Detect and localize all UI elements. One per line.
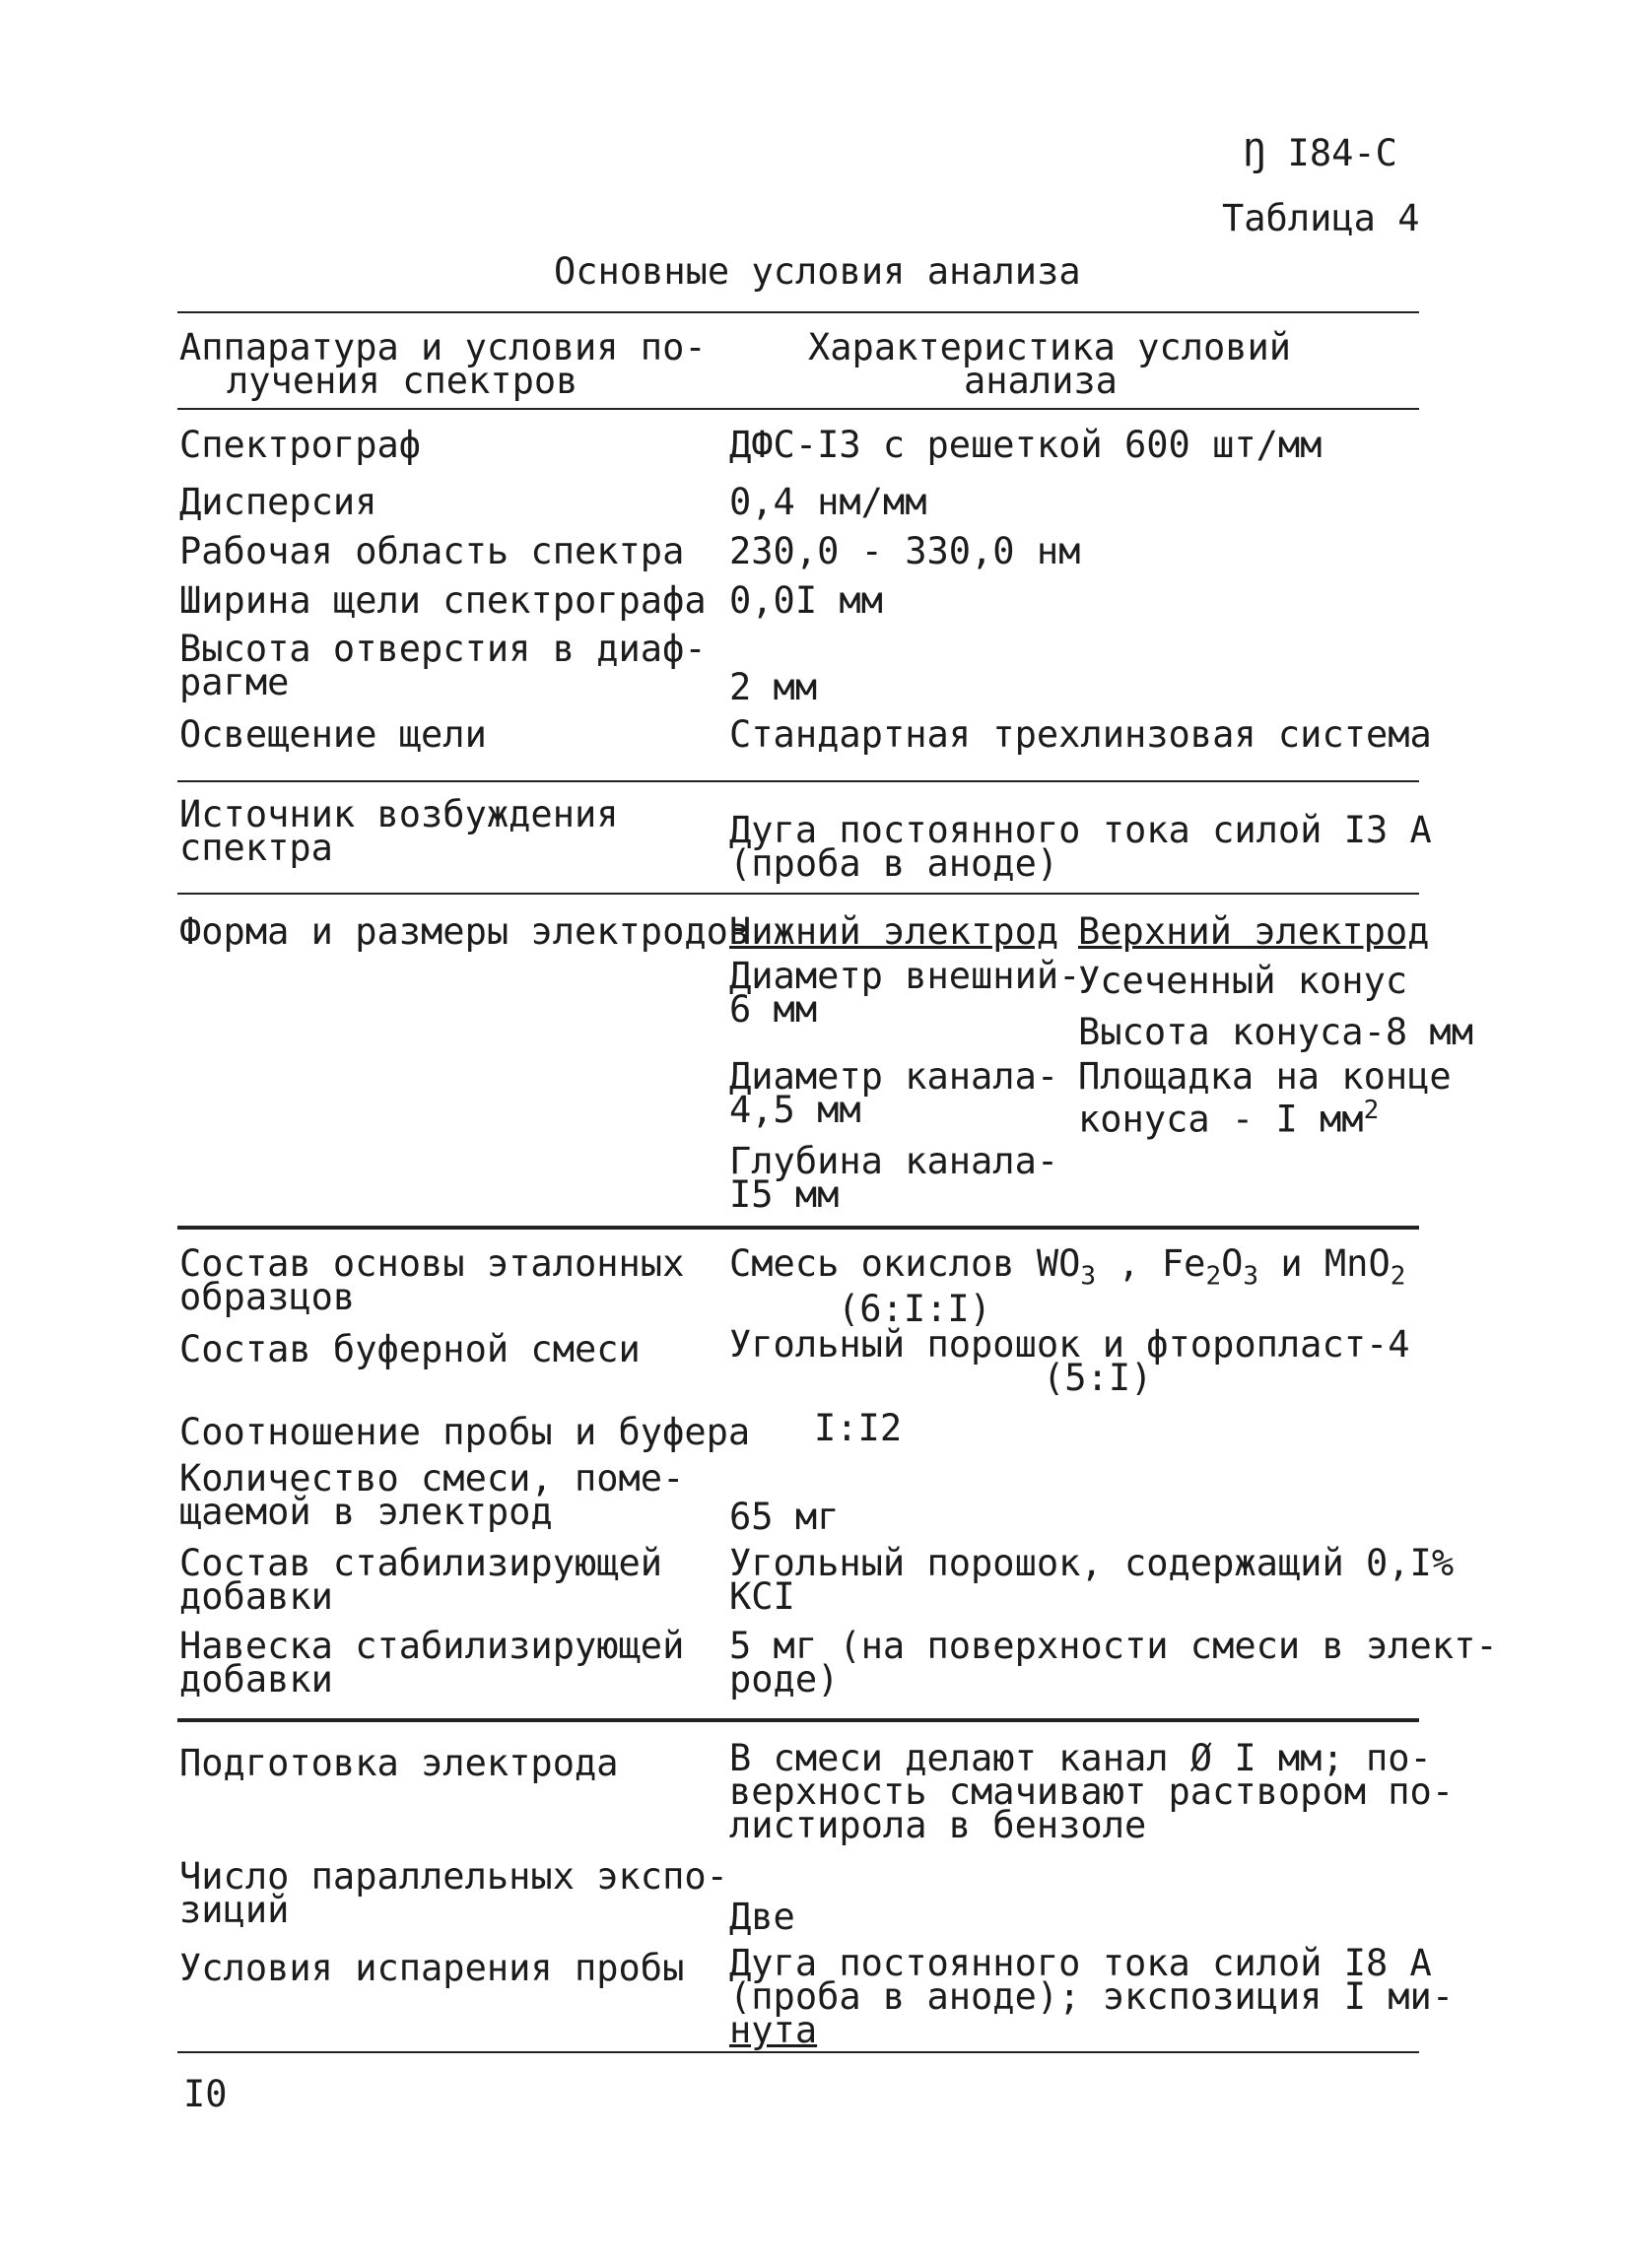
row-value-evaporation-conditions: Дуга постоянного тока силой I8 A (проба в аноде); экспозиция I ми- нута <box>729 1942 1455 2051</box>
upper-electrode-cone-height: Высота конуса-8 мм <box>1078 1011 1473 1053</box>
row-value-buffer-composition: Угольный порошок и фторопласт-4 (5:I) <box>729 1323 1410 1399</box>
row-label-electrode-shape: Форма и размеры электродов <box>179 910 751 953</box>
upper-electrode-tip-area: Площадка на конце конуса - I $мм^2$ <box>1078 1055 1452 1141</box>
row-label-stabilizer-weight: Навеска стабилизирующей добавки <box>179 1625 685 1701</box>
row-label-spectrograph: Спектрограф <box>179 424 422 466</box>
table-label: Таблица 4 <box>1222 197 1420 239</box>
table-top-rule <box>177 311 1419 313</box>
row-label-slit-width: Ширина щели спектрографа <box>179 579 707 622</box>
row-value-sample-buffer-ratio: I:I2 <box>814 1407 903 1449</box>
row-label-working-range: Рабочая область спектра <box>179 530 685 572</box>
column-header-characteristics: Характеристика условий анализа <box>808 326 1292 402</box>
upper-electrode-shape: Усеченный конус <box>1078 960 1408 1002</box>
row-value-stabilizer-weight: 5 мг (на поверхности смеси в элект- роде) <box>729 1625 1498 1701</box>
column-header-apparatus: Аппаратура и условия по- лучения спектров <box>179 326 707 402</box>
section-rule-thick <box>177 1226 1419 1230</box>
row-value-spectrograph: ДФС-I3 с решеткой 600 шт/мм <box>729 424 1323 466</box>
row-value-slit-width: 0,0I мм <box>729 579 883 622</box>
section-rule-thick <box>177 1718 1419 1722</box>
row-value-aperture-height: 2 мм <box>729 666 818 708</box>
row-label-dispersion: Дисперсия <box>179 481 377 523</box>
lower-electrode-heading: Нижний электрод <box>729 910 1059 953</box>
upper-electrode-heading: Верхний электрод <box>1078 910 1430 953</box>
row-label-buffer-composition: Состав буферной смеси <box>179 1328 641 1370</box>
section-rule <box>177 893 1419 895</box>
row-label-parallel-exposures: Число параллельных экспо- зиций <box>179 1855 728 1931</box>
row-value-working-range: 230,0 - 330,0 нм <box>729 530 1081 572</box>
row-value-parallel-exposures: Две <box>729 1896 795 1938</box>
row-label-slit-illumination: Освещение щели <box>179 713 487 756</box>
row-label-excitation-source: Источник возбуждения спектра <box>179 793 619 869</box>
row-value-mixture-amount: 65 мг <box>729 1496 840 1538</box>
row-value-excitation-source: Дуга постоянного тока силой I3 A (проба в аноде) <box>729 809 1432 885</box>
row-value-base-composition: Смесь окислов $WO_3$ , $Fe_2O_3$ и MnO$_2$ (6:I:I) <box>729 1242 1406 1331</box>
table-bottom-rule <box>177 2051 1419 2053</box>
page-title: Основные условия анализа <box>554 250 1081 293</box>
row-label-stabilizer-composition: Состав стабилизирующей добавки <box>179 1542 663 1618</box>
section-rule <box>177 780 1419 782</box>
row-label-base-composition: Состав основы эталонных образцов <box>179 1242 685 1318</box>
page-number: I0 <box>183 2073 228 2115</box>
lower-electrode-channel-diameter: Диаметр канала- 4,5 мм <box>729 1055 1059 1131</box>
row-value-dispersion: 0,4 нм/мм <box>729 481 927 523</box>
row-label-mixture-amount: Количество смеси, поме- щаемой в электрод <box>179 1457 685 1533</box>
row-value-slit-illumination: Стандартная трехлинзовая система <box>729 713 1432 756</box>
document-code: Ŋ I84-C <box>1244 132 1397 174</box>
row-label-electrode-preparation: Подготовка электрода <box>179 1742 619 1784</box>
row-label-sample-buffer-ratio: Соотношение пробы и буфера <box>179 1411 751 1453</box>
row-value-stabilizer-composition: Угольный порошок, содержащий 0,I% KCI <box>729 1542 1455 1618</box>
row-label-aperture-height: Высота отверстия в диаф- рагме <box>179 628 707 703</box>
row-label-evaporation-conditions: Условия испарения пробы <box>179 1947 685 1989</box>
lower-electrode-channel-depth: Глубина канала- I5 мм <box>729 1140 1059 1216</box>
row-value-electrode-preparation: В смеси делают канал Ø I мм; по- верхность смачивают раствором по- листирола в бензоле <box>729 1737 1455 1846</box>
header-rule <box>177 408 1419 410</box>
lower-electrode-outer-diameter: Диаметр внешний- 6 мм <box>729 955 1081 1031</box>
